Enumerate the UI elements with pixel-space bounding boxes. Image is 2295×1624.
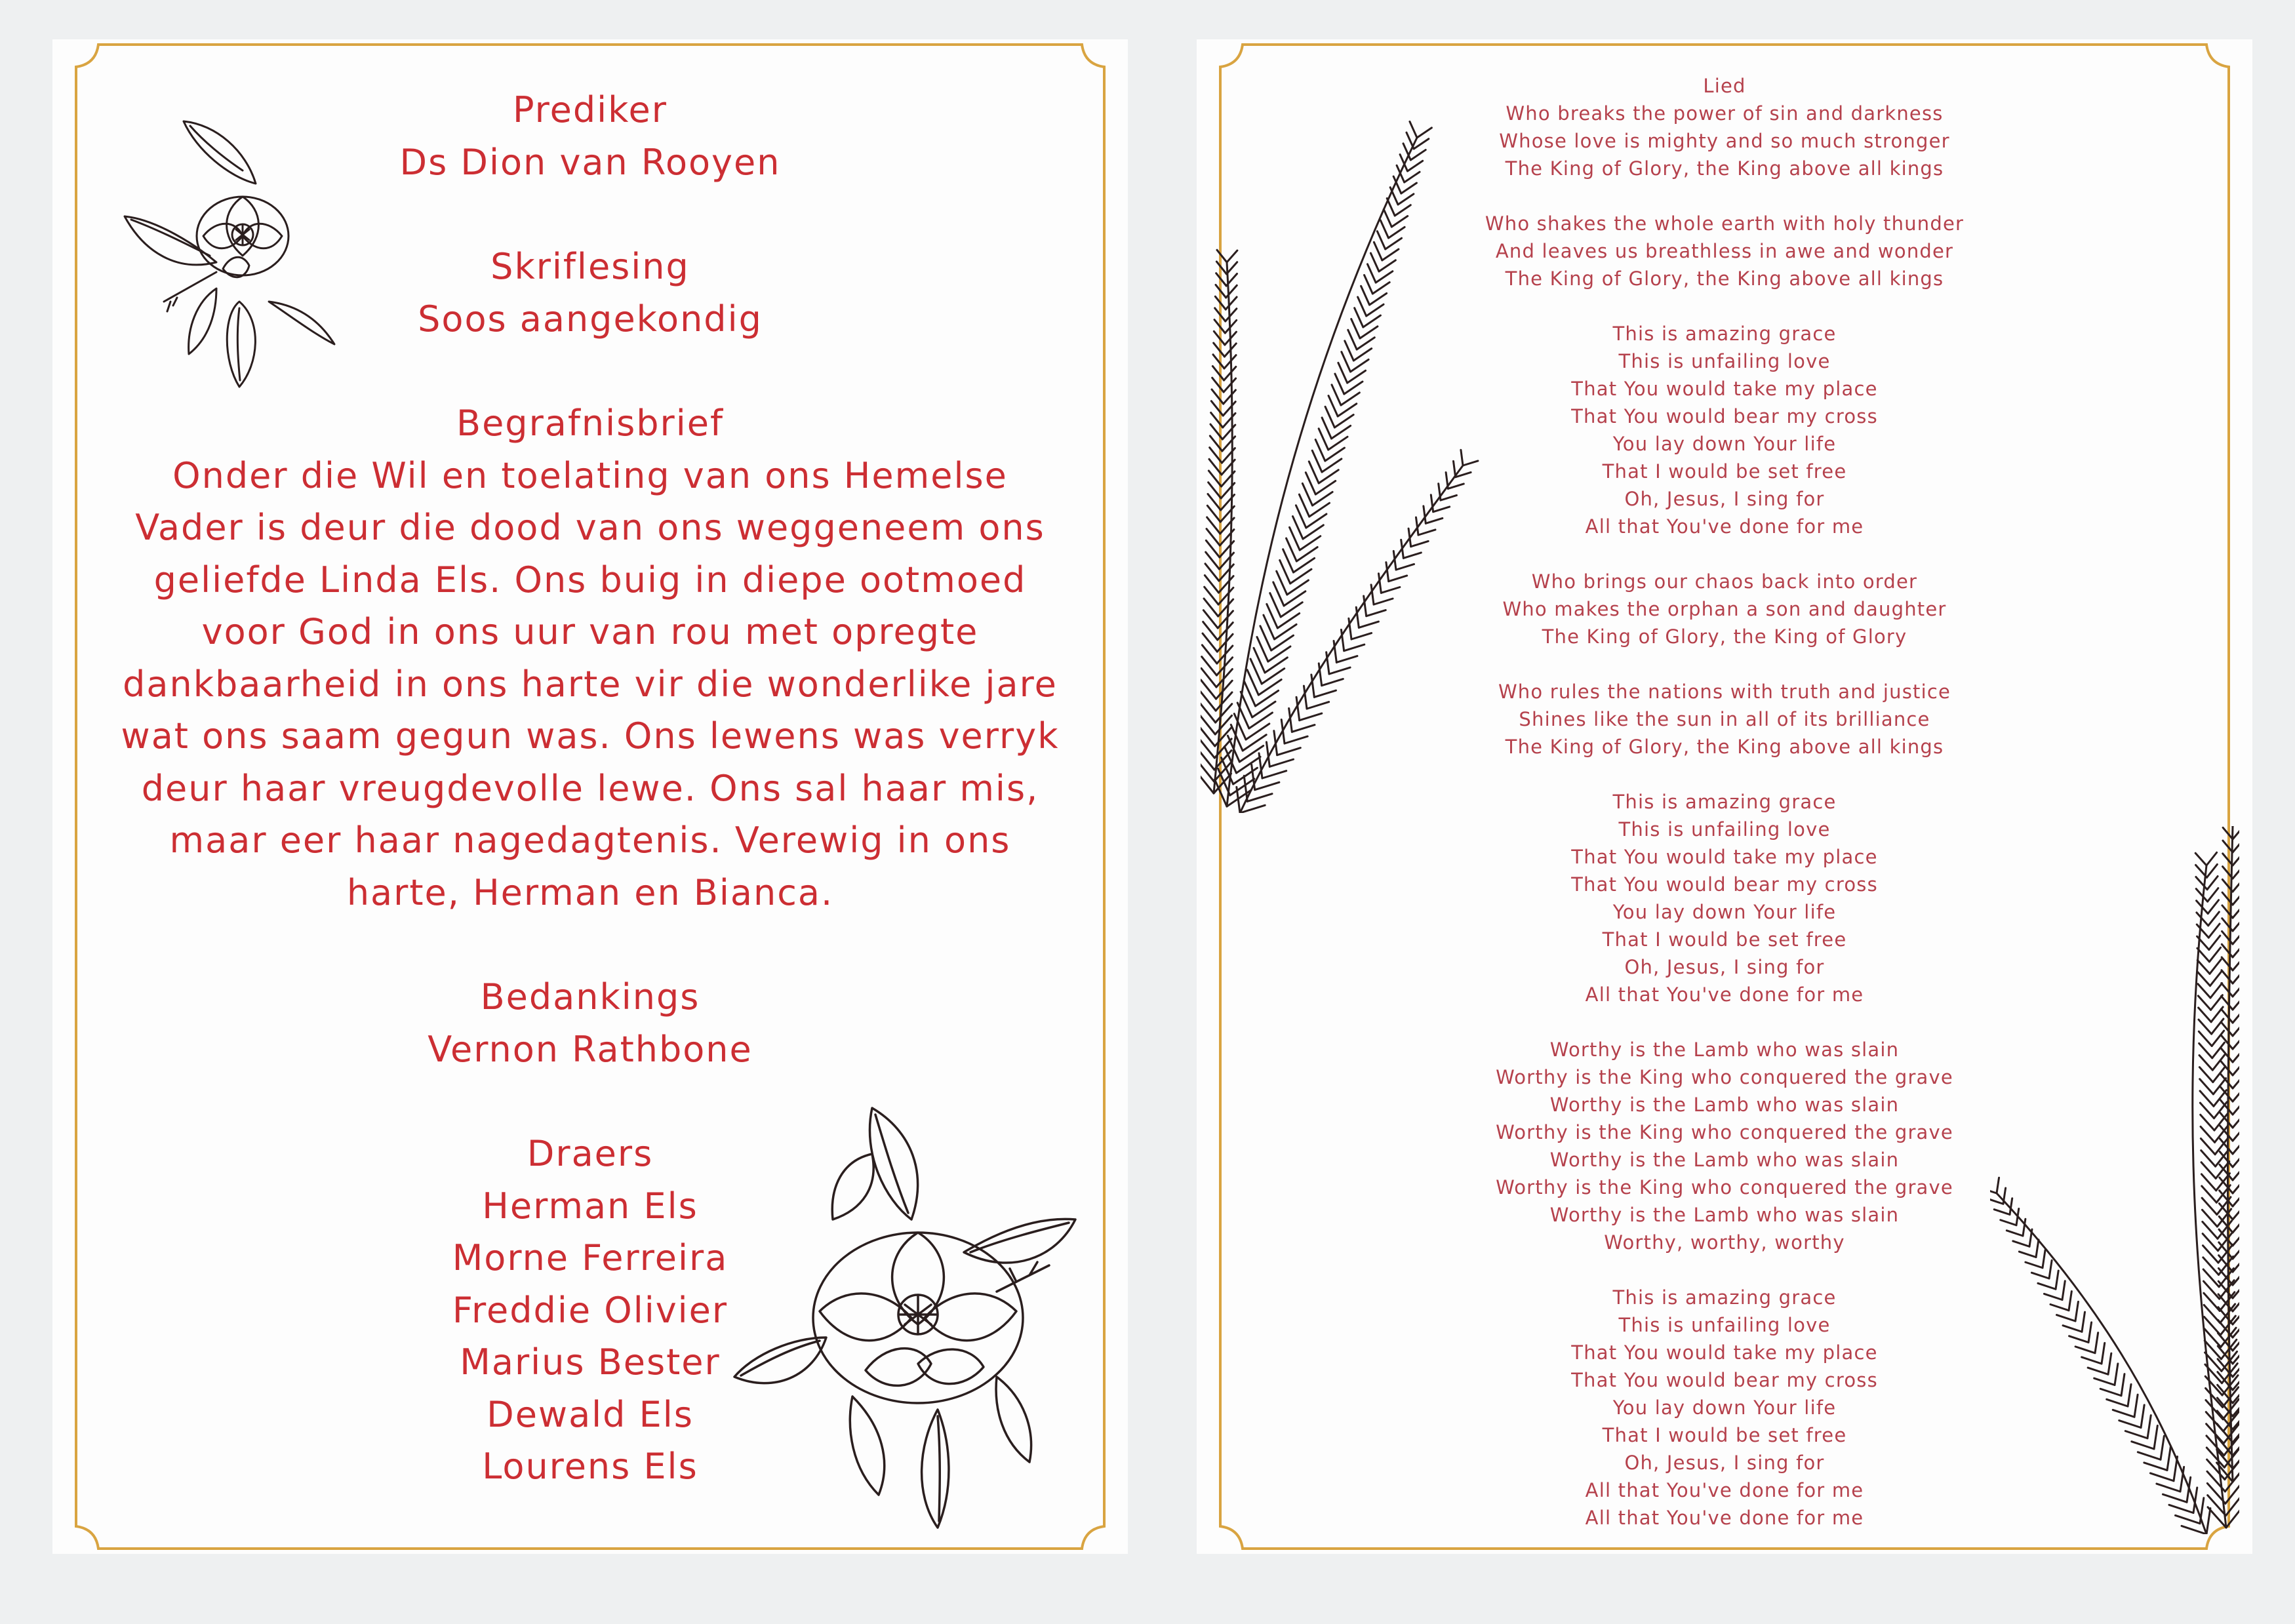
lyric-line: This is amazing grace [1612,1286,1837,1309]
stanza [1328,210,2121,292]
stanza-list [1328,100,2121,1532]
stanza [1328,100,2121,182]
lyric-line: This is unfailing love [1618,1314,1831,1336]
lyric-line: That You would take my place [1571,1341,1878,1364]
begrafnisbrief-line: wat ons saam gegun was. Ons lewens was verryk [121,715,1060,757]
draers-heading: Draers [527,1133,654,1174]
begrafnisbrief-line: dankbaarheid in ons harte vir die wonderlike jare [123,663,1058,705]
begrafnisbrief-line: Onder die Wil en toelating van ons Hemelse [172,454,1008,496]
lyric-line: That I would be set free [1602,1424,1847,1446]
lyric-line: This is amazing grace [1612,323,1837,345]
draer-name: Marius Bester [460,1341,721,1383]
lyric-line: The King of Glory, the King above all kings [1505,267,1944,290]
lyric-line: Who shakes the whole earth with holy thunder [1485,212,1965,235]
lyric-line: Worthy is the Lamb who was slain [1549,1204,1900,1226]
lyric-line: And leaves us breathless in awe and wonder [1495,240,1954,262]
stanza [1328,788,2121,1008]
lyric-line: That I would be set free [1602,460,1847,483]
lyric-line: All that You've done for me [1585,515,1864,538]
begrafnisbrief-line: voor God in ons uur van rou met opregte [201,611,979,652]
lyric-line: That I would be set free [1602,928,1847,951]
begrafnisbrief-line: maar eer haar nagedagtenis. Verewig in ons [169,820,1011,861]
stanza [1328,568,2121,650]
right-page [1197,39,2252,1554]
skriflesing-text: Soos aangekondig [418,298,763,340]
stanza [1328,1284,2121,1532]
prediker-heading: Prediker [513,89,668,130]
lyric-line: Oh, Jesus, I sing for [1624,1452,1825,1474]
lyric-line: Worthy is the Lamb who was slain [1549,1039,1900,1061]
draer-name: Freddie Olivier [452,1289,728,1331]
lyric-line: Worthy is the King who conquered the grave [1496,1176,1953,1198]
lyric-line: You lay down Your life [1612,1396,1837,1419]
lyric-line: That You would take my place [1571,378,1878,400]
lyric-line: Worthy is the Lamb who was slain [1549,1094,1900,1116]
lyric-line: This is amazing grace [1612,791,1837,813]
lyric-line: Shines like the sun in all of its brilliance [1519,708,1930,730]
lyric-line: This is unfailing love [1618,350,1831,372]
draer-name: Dewald Els [487,1393,694,1435]
stanza [1328,678,2121,761]
lyric-line: Who makes the orphan a son and daughter [1502,598,1947,620]
lyric-line: You lay down Your life [1612,901,1837,923]
stanza [1328,1036,2121,1256]
begrafnisbrief-line: geliefde Linda Els. Ons buig in diepe ootmoed [153,559,1027,601]
draer-name: Morne Ferreira [452,1237,728,1278]
left-page-content [79,84,1102,1493]
begrafnisbrief-line: Vader is deur die dood van ons weggeneem ons [135,507,1045,548]
lyric-line: This is unfailing love [1618,818,1831,841]
lyric-line: Worthy is the King who conquered the grave [1496,1066,1953,1088]
lyric-line: That You would bear my cross [1571,405,1878,427]
draer-name: Lourens Els [482,1446,698,1487]
begrafnisbrief-line: harte, Herman en Bianca. [346,871,834,913]
begrafnisbrief-heading: Begrafnisbrief [456,403,724,444]
draer-name: Herman Els [482,1185,698,1227]
lyric-line: The King of Glory, the King above all kings [1505,157,1944,180]
lyric-line: That You would take my place [1571,846,1878,868]
lyric-line: Worthy is the Lamb who was slain [1549,1149,1900,1171]
begrafnisbrief-line: deur haar vreugdevolle lewe. Ons sal haar mis, [141,767,1039,809]
lyric-line: Who brings our chaos back into order [1531,570,1918,593]
bedankings-heading: Bedankings [480,976,700,1018]
lyric-line: That You would bear my cross [1571,1369,1878,1391]
lyric-line: All that You've done for me [1585,983,1864,1006]
lyric-line: Oh, Jesus, I sing for [1624,488,1825,510]
song-title: Lied [1703,75,1746,97]
lyric-line: Worthy, worthy, worthy [1604,1231,1845,1254]
left-page [52,39,1128,1554]
lyric-line: That You would bear my cross [1571,873,1878,896]
lyric-line: You lay down Your life [1612,433,1837,455]
lyric-line: Who rules the nations with truth and justice [1498,681,1951,703]
lyric-line: Who breaks the power of sin and darkness [1506,102,1944,125]
lyric-line: All that You've done for me [1585,1507,1864,1529]
lyric-line: Oh, Jesus, I sing for [1624,956,1825,978]
song-lyrics [1328,72,2121,1532]
lyric-line: Worthy is the King who conquered the grave [1496,1121,1953,1143]
prediker-name: Ds Dion van Rooyen [399,141,781,183]
stanza [1328,320,2121,540]
lyric-line: Whose love is mighty and so much stronger [1499,130,1950,152]
lyric-line: The King of Glory, the King above all kings [1505,736,1944,758]
lyric-line: All that You've done for me [1585,1479,1864,1501]
lyric-line: The King of Glory, the King of Glory [1542,625,1907,648]
skriflesing-heading: Skriflesing [490,246,690,287]
bedankings-name: Vernon Rathbone [428,1028,753,1070]
